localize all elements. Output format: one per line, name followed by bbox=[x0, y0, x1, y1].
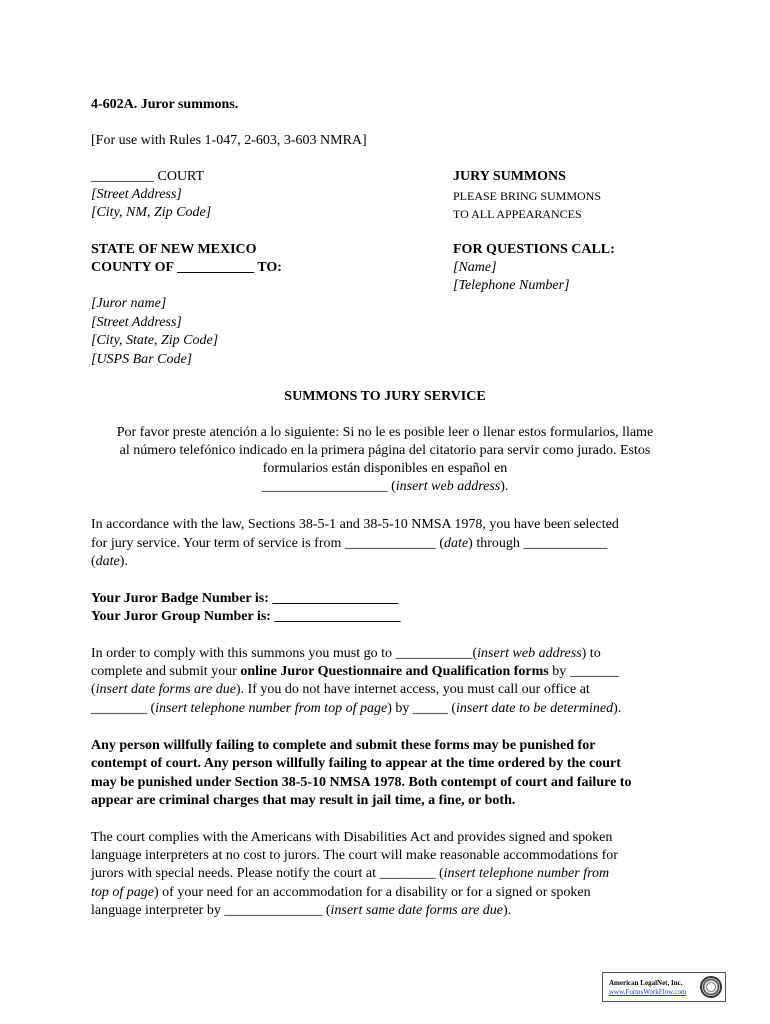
rules-note: [For use with Rules 1-047, 2-603, 3-603 NMRA] bbox=[91, 133, 367, 148]
badge-number-line: Your Juror Badge Number is: __________________ bbox=[91, 591, 399, 606]
footer-logo-name: American LegalNet, Inc. bbox=[609, 979, 683, 987]
jury-summons-line2: TO ALL APPEARANCES bbox=[453, 207, 582, 221]
jury-summons-title: JURY SUMMONS bbox=[453, 169, 566, 184]
comply-line-2: complete and submit your online Juror Questionnaire and Qualification forms by _______ bbox=[91, 664, 619, 679]
questions-title: FOR QUESTIONS CALL: bbox=[453, 242, 615, 257]
spanish-notice bbox=[60, 424, 710, 496]
spanish-line-3: formularios están disponibles en español en bbox=[262, 461, 508, 476]
warning-line-1: Any person willfully failing to complete and submit these forms may be punished for bbox=[91, 738, 596, 753]
court-city: [City, NM, Zip Code] bbox=[91, 205, 212, 220]
ada-line-2: language interpreters at no cost to jurors. The court will make reasonable accommodations for bbox=[91, 848, 618, 863]
spanish-line-2: al número telefónico indicado en la primera página del citatorio para servir como jurado. Estos bbox=[119, 443, 651, 458]
county-line: COUNTY OF ___________ TO: bbox=[91, 260, 282, 275]
group-number-line: Your Juror Group Number is: __________________ bbox=[91, 609, 401, 624]
warning-line-4: appear are criminal charges that may result in jail time, a fine, or both. bbox=[91, 793, 516, 808]
questions-name: [Name] bbox=[453, 260, 497, 275]
accordance-line-3: (date). bbox=[91, 554, 128, 569]
ada-line-4: top of page) of your need for an accommodation for a disability or for a signed or spoken bbox=[91, 885, 591, 900]
court-street: [Street Address] bbox=[91, 187, 182, 202]
seal-icon bbox=[700, 976, 722, 998]
accordance-line-1: In accordance with the law, Sections 38-5-1 and 38-5-10 NMSA 1978, you have been selected bbox=[91, 517, 619, 532]
ada-line-3: jurors with special needs. Please notify the court at ________ (insert telephone number from bbox=[91, 866, 610, 881]
comply-line-4: ________ (insert telephone number from top of page) by _____ (insert date to be determined). bbox=[91, 701, 622, 716]
juror-city: [City, State, Zip Code] bbox=[91, 333, 219, 348]
juror-street: [Street Address] bbox=[91, 315, 182, 330]
footer-logo-url[interactable]: www.FormsWorkFlow.com bbox=[609, 988, 687, 996]
comply-line-1: In order to comply with this summons you must go to ___________(insert web address) to bbox=[91, 646, 601, 661]
warning-line-3: may be punished under Section 38-5-10 NMSA 1978. Both contempt of court and failure to bbox=[91, 775, 632, 790]
form-heading: 4-602A. Juror summons. bbox=[91, 97, 239, 112]
section-title: SUMMONS TO JURY SERVICE bbox=[284, 389, 486, 404]
juror-name: [Juror name] bbox=[91, 296, 167, 311]
accordance-line-2: for jury service. Your term of service is from _____________ (date) through ____________ bbox=[91, 536, 608, 551]
court-line: _________ COURT bbox=[91, 169, 205, 184]
questions-phone: [Telephone Number] bbox=[453, 278, 570, 293]
spanish-line-1: Por favor preste atención a lo siguiente: Si no le es posible leer o llenar estos formularios, llame bbox=[116, 425, 654, 440]
footer-logo[interactable] bbox=[602, 972, 726, 1002]
warning-line-2: contempt of court. Any person willfully failing to appear at the time ordered by the court bbox=[91, 756, 621, 771]
state-line: STATE OF NEW MEXICO bbox=[91, 242, 257, 257]
ada-line-1: The court complies with the Americans with Disabilities Act and provides signed and spoken bbox=[91, 830, 613, 845]
juror-barcode: [USPS Bar Code] bbox=[91, 352, 193, 367]
spanish-line-4: __________________ (insert web address). bbox=[261, 479, 509, 494]
jury-summons-line1: PLEASE BRING SUMMONS bbox=[453, 189, 602, 203]
ada-line-5: language interpreter by ______________ (insert same date forms are due). bbox=[91, 903, 512, 918]
comply-line-3: (insert date forms are due). If you do not have internet access, you must call our office at bbox=[91, 682, 590, 697]
